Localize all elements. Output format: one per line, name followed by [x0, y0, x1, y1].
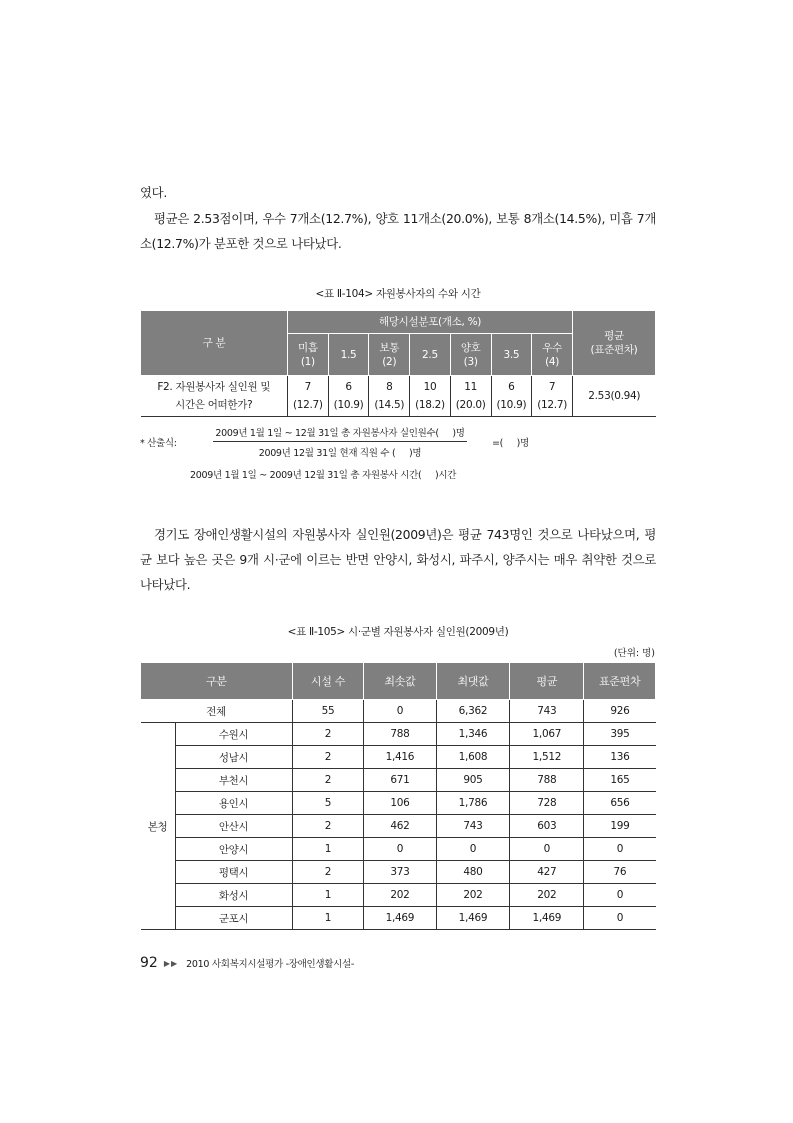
- city-name: 화성시: [175, 884, 292, 907]
- distribution-cell: [369, 376, 410, 417]
- city-value: 2: [292, 746, 364, 769]
- city-value: 5: [292, 792, 364, 815]
- city-value: 1,346: [436, 723, 510, 746]
- city-value: 0: [584, 907, 656, 930]
- city-value: 76: [584, 861, 656, 884]
- city-value: 0: [510, 838, 584, 861]
- level-header: 보통 (2): [369, 334, 410, 376]
- table-row: [141, 861, 656, 884]
- city-value: 1,067: [510, 723, 584, 746]
- city-value: 1: [292, 838, 364, 861]
- total-value: 55: [292, 700, 364, 723]
- table-row: [141, 723, 656, 746]
- city-name: 용인시: [175, 792, 292, 815]
- table-row: [141, 815, 656, 838]
- formula-block: [140, 425, 656, 481]
- table-row: [141, 838, 656, 861]
- table-row: [141, 746, 656, 769]
- formula-hours-line: 2009년 1월 1일 ~ 2009년 12월 31일 총 자원봉사 시간( )시간: [190, 470, 457, 481]
- city-name: 군포시: [175, 907, 292, 930]
- city-name: 성남시: [175, 746, 292, 769]
- city-value: 373: [364, 861, 436, 884]
- city-name: 수원시: [175, 723, 292, 746]
- city-name: 평택시: [175, 861, 292, 884]
- level-header: 1.5: [328, 334, 369, 376]
- row-label: F2. 자원봉사자 실인원 및 시간은 어떠한가?: [157, 381, 271, 411]
- percent-value: (20.0): [455, 399, 486, 411]
- city-value: 2: [292, 815, 364, 838]
- header-category: 구 분: [141, 311, 288, 376]
- intro-paragraph: 평균은 2.53점이며, 우수 7개소(12.7%), 양호 11개소(20.0%), 보통 8개소(14.5%), 미흡 7개소(12.7%)가 분포한 것으로 나타났다.: [140, 211, 656, 251]
- level-header: 2.5: [410, 334, 451, 376]
- count-value: 6: [345, 381, 352, 393]
- city-value: 671: [364, 769, 436, 792]
- formula-result: =( )명: [492, 438, 529, 449]
- city-value: 788: [510, 769, 584, 792]
- city-value: 1,416: [364, 746, 436, 769]
- table1-caption: <표 Ⅱ-104> 자원봉사자의 수와 시간: [315, 288, 481, 300]
- distribution-cell: [328, 376, 369, 417]
- total-row: [141, 700, 656, 723]
- city-value: 2: [292, 723, 364, 746]
- city-name: 안산시: [175, 815, 292, 838]
- page-footer: [140, 955, 354, 971]
- total-value: 0: [364, 700, 436, 723]
- level-header: 3.5: [491, 334, 532, 376]
- facility-distribution-table: [140, 310, 656, 417]
- city-value: 1: [292, 907, 364, 930]
- city-value: 0: [584, 884, 656, 907]
- column-header: 평균: [510, 663, 584, 700]
- column-header: 구분: [141, 663, 293, 700]
- distribution-cell: [532, 376, 573, 417]
- city-value: 656: [584, 792, 656, 815]
- count-value: 7: [304, 381, 312, 393]
- city-value: 427: [510, 861, 584, 884]
- city-value: 1,469: [510, 907, 584, 930]
- percent-value: (10.9): [496, 399, 527, 411]
- city-value: 1,469: [436, 907, 510, 930]
- formula-numerator: 2009년 1월 1일 ~ 12월 31일 총 자원봉사자 실인원수( )명: [213, 425, 466, 442]
- header-average: 평균 (표준편차): [573, 311, 656, 376]
- city-value: 0: [584, 838, 656, 861]
- body-paragraph: 경기도 장애인생활시설의 자원봉사자 실인원(2009년)은 평균 743명인 것으로 나타났으며, 평균 보다 높은 곳은 9개 시·군에 이르는 반면 안양시, 화성시, 파주시, 양주시는 매우 취약한 것으로 나타났다.: [140, 527, 656, 592]
- city-value: 462: [364, 815, 436, 838]
- city-value: 905: [436, 769, 510, 792]
- table-row: [141, 907, 656, 930]
- count-value: 8: [386, 381, 393, 393]
- city-value: 0: [364, 838, 436, 861]
- city-value: 199: [584, 815, 656, 838]
- page-number: 92: [140, 955, 158, 971]
- distribution-cell: [288, 376, 329, 417]
- city-value: 1,608: [436, 746, 510, 769]
- city-value: 2: [292, 769, 364, 792]
- footer-title: 2010 사회복지시설평가 -장애인생활시설-: [186, 959, 354, 970]
- count-value: 10: [423, 381, 437, 393]
- city-value: 0: [436, 838, 510, 861]
- count-value: 6: [508, 381, 515, 393]
- city-name: 안양시: [175, 838, 292, 861]
- table2-caption: <표 Ⅱ-105> 시·군별 자원봉사자 실인원(2009년): [287, 626, 509, 638]
- percent-value: (12.7): [292, 399, 323, 411]
- column-header: 시설 수: [292, 663, 364, 700]
- total-value: 743: [510, 700, 584, 723]
- city-value: 202: [364, 884, 436, 907]
- table-row: [141, 884, 656, 907]
- group-label: 본청: [141, 723, 176, 930]
- city-value: 2: [292, 861, 364, 884]
- city-value: 106: [364, 792, 436, 815]
- city-value: 1,469: [364, 907, 436, 930]
- average-value: 2.53(0.94): [573, 376, 656, 417]
- table-row: [141, 769, 656, 792]
- column-header: 최댓값: [436, 663, 510, 700]
- count-value: 7: [548, 381, 556, 393]
- header-distribution: 해당시설분포(개소, %): [288, 311, 573, 334]
- table-row: [141, 792, 656, 815]
- city-value: 165: [584, 769, 656, 792]
- distribution-cell: [450, 376, 491, 417]
- city-value: 202: [510, 884, 584, 907]
- city-value: 395: [584, 723, 656, 746]
- distribution-cell: [410, 376, 451, 417]
- city-value: 480: [436, 861, 510, 884]
- city-value: 1,512: [510, 746, 584, 769]
- level-header: 미흡 (1): [288, 334, 329, 376]
- count-value: 11: [464, 381, 478, 393]
- intro-continuation: 였다.: [140, 185, 167, 200]
- double-arrow-icon: ▶▶: [163, 958, 179, 968]
- total-value: 926: [584, 700, 656, 723]
- column-header: 표준편차: [584, 663, 656, 700]
- total-label: 전체: [141, 700, 293, 723]
- city-value: 1: [292, 884, 364, 907]
- volunteer-count-table: [140, 662, 656, 930]
- total-value: 6,362: [436, 700, 510, 723]
- percent-value: (18.2): [415, 399, 445, 411]
- percent-value: (12.7): [537, 399, 567, 411]
- city-value: 1,786: [436, 792, 510, 815]
- level-header: 양호 (3): [450, 334, 491, 376]
- distribution-cell: [491, 376, 532, 417]
- city-name: 부천시: [175, 769, 292, 792]
- city-value: 728: [510, 792, 584, 815]
- column-header: 최솟값: [364, 663, 436, 700]
- city-value: 202: [436, 884, 510, 907]
- table-row: [141, 376, 656, 417]
- level-header: 우수 (4): [532, 334, 573, 376]
- unit-label: (단위: 명): [613, 648, 655, 659]
- percent-value: (14.5): [374, 399, 405, 411]
- city-value: 743: [436, 815, 510, 838]
- header-row: [141, 663, 656, 700]
- city-value: 788: [364, 723, 436, 746]
- percent-value: (10.9): [333, 399, 364, 411]
- formula-label: * 산출식:: [140, 438, 177, 449]
- formula-denominator: 2009년 12월 31일 현재 직원 수 ( )명: [258, 448, 422, 459]
- city-value: 603: [510, 815, 584, 838]
- city-value: 136: [584, 746, 656, 769]
